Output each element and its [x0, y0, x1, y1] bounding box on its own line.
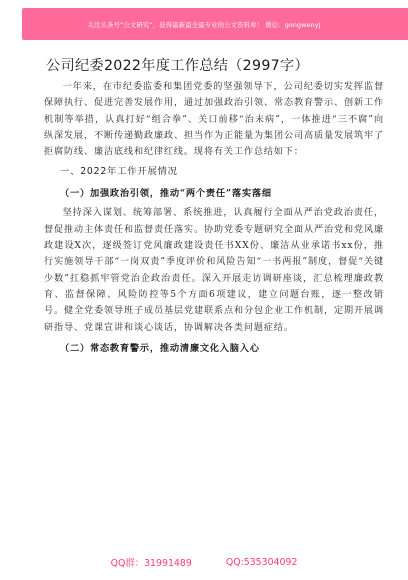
- top-banner: [0, 8, 408, 40]
- qq-group-text: QQ群：31991489: [110, 558, 192, 569]
- subsection-1-paragraph: 坚持深入谋划、统筹部署、系统推进，认真履行全面从严治党政治责任，督促推动主体责任和监督责任落实。协助党委专题研究全面从严治党和党风廉政建设X次，逐级签订党风廉政建设责任书XX份、廉洁从业承诺书xx份，推行实施领导干部“一岗双责”季度评价和风险告知“一书两报”制度，督促“关键少数”扛稳抓牢管党治企政治责任。深入开展走访调研座谈，汇总梳理廉政教育、监督保障、风险防控等5个方面6项建议，建立问题台账，逐一整改销号。健全党委领导班子成员基层党建联系点和分包企业工作机制，定期开展调研指导、党课宣讲和谈心谈话，协调解决各类问题症结。: [44, 208, 384, 333]
- banner-text: 关注头条号“公文研究”，获得最新最全最专业的公文资料库！ 微信：gongwenyj: [87, 20, 321, 29]
- qq-number-text: QQ:535304092: [225, 556, 298, 568]
- document-title: 公司纪委2022年度工作总结（2997字）: [46, 58, 309, 74]
- section-heading-1: 一、2022年工作开展情况: [60, 166, 178, 178]
- document-page: [44, 56, 384, 360]
- footer-contact: [0, 552, 408, 572]
- intro-paragraph: 一年来，在市纪委监委和集团党委的坚强领导下，公司纪委切实发挥监督保障执行、促进完善发展作用，通过加强政治引领、常态教育警示、创新工作机制等举措，认真打好“组合拳”、关口前移“治未病”，一体推进“三不腐”向纵深发展，不断传递勤政廉政、担当作为正能量为集团公司高质量发展筑牢了拒腐防线、廉洁底线和纪律红线。现将有关工作总结如下：: [44, 82, 384, 158]
- subsection-heading-2: （二）常态教育警示，推动清廉文化入脑入心: [60, 342, 260, 354]
- subsection-heading-1: （一）加强政治引领，推动“两个责任”落实落细: [60, 188, 272, 200]
